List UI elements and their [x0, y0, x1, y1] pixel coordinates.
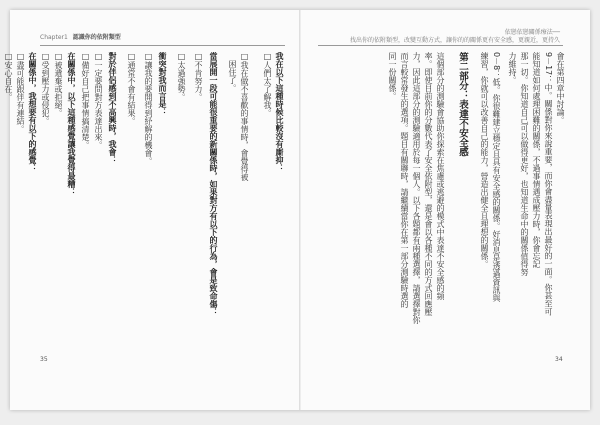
quiz-question-6: 在關係中，我想要有以下的感覺： [28, 52, 37, 172]
body-text-column: 能知道如何處理困難的關係，不過事情遇成壓力時，你會忘記 [532, 52, 541, 268]
left-header-rule [40, 45, 285, 46]
quiz-question-5: 在關係中，以下這種感覺讓我覺得最糟： [67, 52, 76, 196]
right-page-number: 34 [555, 356, 563, 363]
quiz-option: □一定要問對方表達出來。 [94, 52, 103, 149]
quiz-option: □人們太了解我。 [263, 52, 272, 117]
body-text-column: 練習，你就可以改善自己的能力，營造出健全且理想的關係。 [480, 52, 489, 268]
quiz-option: □太過強勢。 [177, 52, 186, 101]
quiz-option: □讓我的要開得到紓解的機會。 [144, 52, 153, 165]
quiz-option: □受到壓力或侵犯。 [41, 52, 50, 125]
body-text-column: 0－8：低。你很難建立穩定且具有安全感的關係。好消息是透過資訊與 [492, 52, 501, 303]
header-book-title: 依戀依戀關係療法── [504, 29, 560, 36]
body-text-column: 同一份關係。 [388, 52, 397, 100]
quiz-option: □我在做不喜歡的事情時，會覺得被 [240, 52, 249, 181]
quiz-option-continued: 困住了。 [228, 52, 237, 92]
quiz-option: □盡可能跟伴有連結。 [16, 52, 25, 133]
header-chapter: Chapter1 [40, 34, 68, 41]
quiz-option: □不肯努力。 [194, 52, 203, 101]
quiz-option: □被遺棄或拒絕。 [54, 52, 63, 117]
body-text-column: 力維持。 [508, 52, 517, 84]
book-spread [4, 10, 590, 410]
book-gutter [299, 10, 301, 410]
quiz-question-2: 當展開一段可能很重要的新關係時，如果對方有以下的行為，會是致命傷： [209, 52, 218, 316]
section-subheading: 第二部分：表達不安全感 [457, 52, 468, 157]
body-text-column: 9－17：中。關係對你來說重要，而你會盡量表現出最好的一面。你甚至可 [544, 52, 553, 316]
body-text-column: 這個部分的測驗會協助你探索在焦慮或逃避的模式中表達不安全感的頻 [436, 52, 445, 300]
quiz-question-3: 衝突對我而言是： [158, 52, 167, 116]
right-page-header [350, 29, 560, 45]
body-text-column: 會在第四章中討論。 [556, 52, 565, 124]
quiz-question-4: 對於伴侶感到不高興時，我會： [108, 52, 117, 164]
body-text-column: 力，因此這部分的測驗適用於每一個人。以下各題都有兩種選擇，請選擇對你 [412, 52, 421, 324]
quiz-option: □備好自己把事情搞清楚。 [81, 52, 90, 149]
left-page-header [40, 32, 121, 41]
header-book-subtitle: 找出你的依附類型，改變互動方式，讓你的的關係更有安全感，更親近，更持久 [349, 37, 560, 44]
right-header-rule [318, 45, 563, 46]
body-text-column: 率。即使目前你的分數代表了安全依附型，還是會以各種不同的方式回應壓 [424, 52, 433, 316]
quiz-option: □安心自在。 [4, 52, 13, 101]
header-chapter-title: 認識你的依附類型 [72, 34, 121, 41]
left-page-number: 35 [40, 356, 48, 363]
body-text-column: 而言較常發生的選項。題目有關聯時，請繼續當你在第一部分測驗時選的 [400, 52, 409, 308]
body-text-column: 那一切。你知道自己可以做得更好，也知道生命中的關係值得努 [520, 52, 529, 276]
quiz-option: □通常不會有結果。 [127, 52, 136, 125]
quiz-question-1: 我在以下這種時候比較沒有廝抑： [275, 52, 284, 172]
